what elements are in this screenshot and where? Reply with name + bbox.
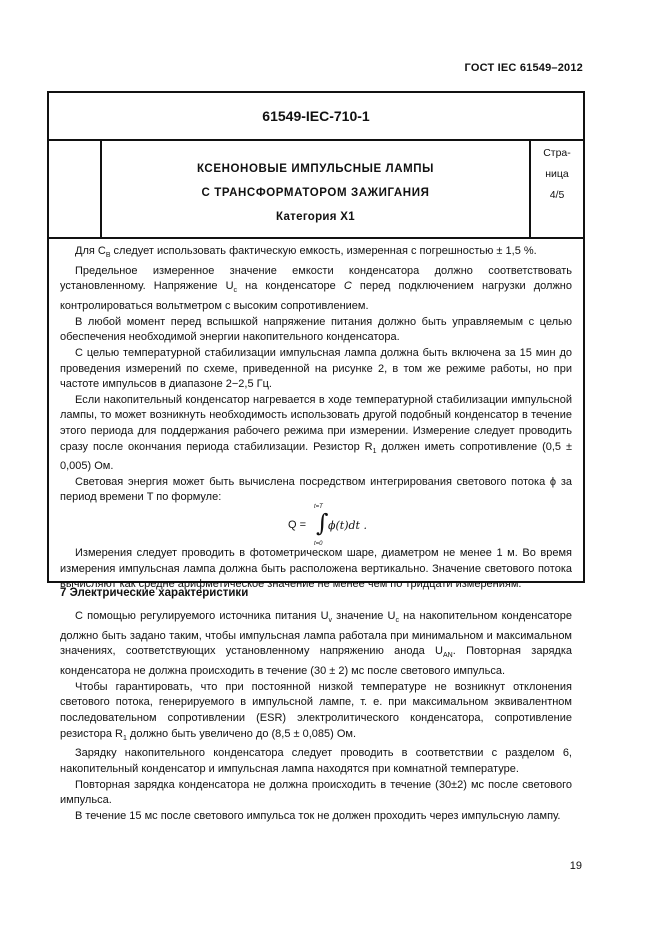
- page-value: 4/5: [549, 189, 565, 201]
- section-body: [60, 609, 572, 824]
- sheet-title-row: [49, 141, 583, 239]
- paragraph: Чтобы гарантировать, что при постоянной низкой температуре не возникнут отклонения светового потока, генерируемого в импульсной лампе, т. е. при максимальном эквивалентном последовательном сопротивлении (ESR) электролитического конденсатора, сопротивление резистора $R_1$ должно быть увеличено до (8,5 ± 0,085) Ом.: [60, 680, 572, 742]
- paragraph: С целью температурной стабилизации импульсная лампа должна быть включена за 15 мин до проведения измерений по схеме, приведенной на рисунке 2, в том же режиме работы, но при частоте импульсов в диапазоне 2−2,5 Гц.: [60, 346, 572, 391]
- formula-expression: ϕ(t)dt .: [328, 519, 367, 533]
- title-line-1: КСЕНОНОВЫЕ ИМПУЛЬСНЫЕ ЛАМПЫ: [196, 163, 435, 175]
- formula-lower-limit: t=0: [314, 541, 323, 548]
- formula-lhs: Q =: [288, 519, 307, 532]
- paragraph: Для $C_B$ следует использовать фактическую емкость, измеренная с погрешностью ± 1,5 %.: [75, 245, 537, 260]
- paragraph: В течение 15 мс после светового импульса ток не должен проходить через импульсную лампу.: [75, 809, 561, 822]
- paragraph: С помощью регулируемого источника питания $U_v$ значение $U_c$ на накопительном конденсаторе должно быть задано таким, чтобы импульсная лампа работала при минимальном и максимальном значениях, соответствующих установленному напряжению анода $U_{AN}$. Повторная зарядка конденсатора не должна происходить в течение (30 ± 2) мс после светового импульса.: [60, 610, 573, 678]
- page-label-2: ница: [545, 168, 569, 180]
- sheet-body: [60, 244, 572, 593]
- section-heading: 7 Электрические характеристики: [60, 587, 249, 599]
- paragraph: Измерения следует проводить в фотометрическом шаре, диаметром не менее 1 м. Во время измерения импульсная лампа должна быть расположена вертикально. Значение светового потока вычисляют как средне арифметическое значение не менее чем по тридцати измерениям.: [60, 547, 572, 591]
- paragraph: Предельное измеренное значение емкости конденсатора должно соответствовать установленному. Напряжение $U_c$ на конденсаторе C перед подключением нагрузки должно контролироваться вольтметром с высоким сопротивлением.: [60, 264, 572, 313]
- paragraph: Повторная зарядка конденсатора не должна происходить в течение (30±2) мс после светового импульса.: [60, 778, 572, 807]
- formula-upper-limit: t=T: [314, 504, 323, 511]
- standard-number: ГОСТ IEC 61549–2012: [464, 62, 583, 74]
- paragraph: В любой момент перед вспышкой напряжение питания должно быть управляемым с целью обеспечения необходимой энергии накопительного конденсатора.: [60, 315, 572, 344]
- category-label: Категория X1: [276, 211, 355, 223]
- sheet-code: 61549-IEC-710-1: [49, 93, 583, 141]
- paragraph: Если накопительный конденсатор нагревается в ходе температурной стабилизации импульсной лампы, то может возникнуть необходимость использовать другой подобный конденсатор в течение этого периода для поддержания рабочего режима при измерении. Измерение следует проводить сразу после окончания периода стабилизации. Резистор $R_1$ должен иметь сопротивление (0,5 ± 0,005) Ом.: [60, 393, 572, 473]
- empty-cell: [49, 141, 102, 237]
- page-number: 19: [569, 860, 582, 872]
- integral-sign-icon: ∫: [316, 509, 329, 538]
- paragraph: Зарядку накопительного конденсатора следует проводить в соответствии с разделом 6, накопительный конденсатор и импульсная лампа находятся при комнатной температуре.: [60, 747, 572, 775]
- sheet-title: [102, 141, 531, 237]
- paragraph: Световая энергия может быть вычислена посредством интегрирования светового потока ϕ за период времени T по формуле:: [60, 475, 572, 504]
- formula: [60, 506, 572, 546]
- page-label-1: Стра-: [543, 147, 571, 159]
- title-line-2: С ТРАНСФОРМАТОРОМ ЗАЖИГАНИЯ: [201, 187, 430, 199]
- sheet-page-cell: [531, 141, 583, 239]
